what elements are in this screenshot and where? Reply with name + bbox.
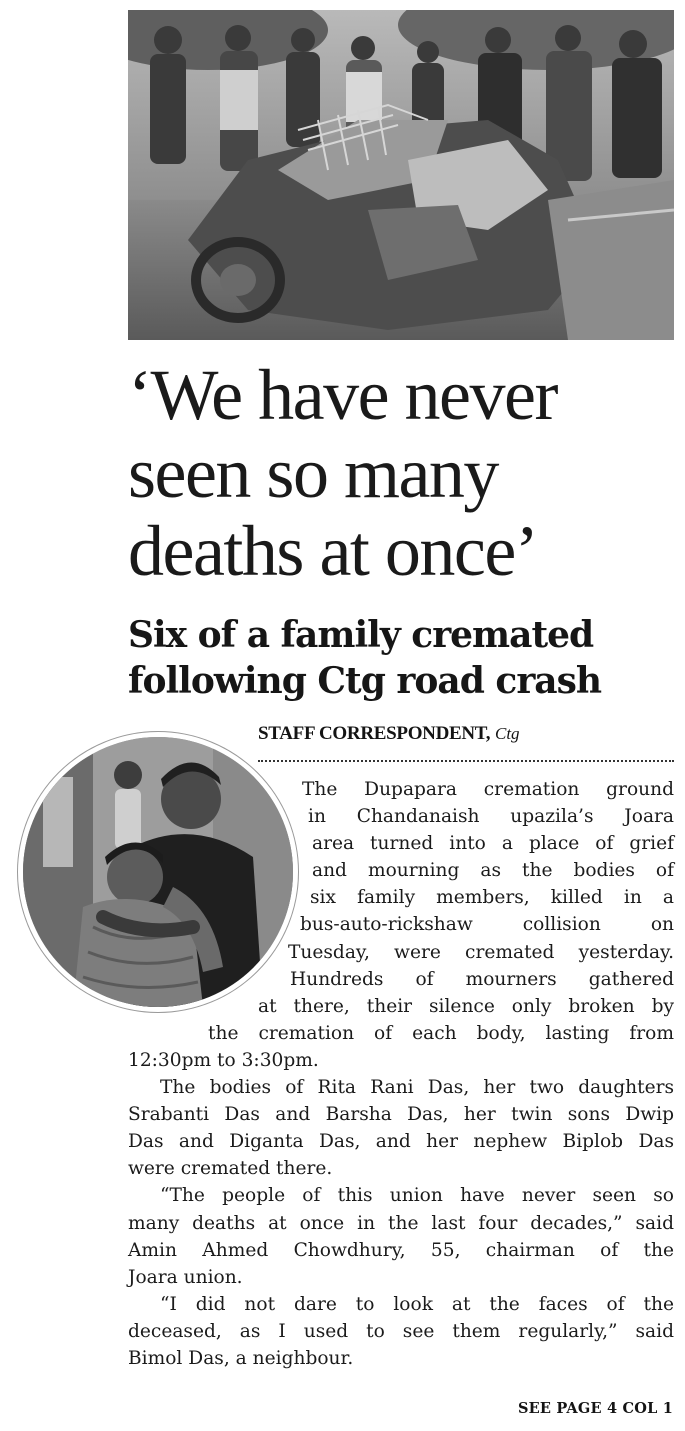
byline-name: STAFF CORRESPONDENT, (258, 723, 491, 744)
subheadline-line: following Ctg road crash (128, 660, 602, 702)
headline-line: ‘We have never (128, 355, 557, 435)
byline-divider (258, 760, 674, 762)
byline-place: Ctg (494, 724, 520, 743)
article-line: Das and Diganta Das, and her nephew Biplob Das (128, 1131, 674, 1153)
article-line: bus-auto-rickshaw collision on (300, 914, 674, 936)
subheadline-line: Six of a family cremated (128, 614, 594, 656)
article-line: Bimol Das, a neighbour. (128, 1347, 354, 1369)
article-line: at there, their silence only broken by (258, 995, 674, 1017)
article-line: Amin Ahmed Chowdhury, 55, chairman of the (128, 1239, 674, 1261)
continued-jump-line: SEE PAGE 4 COL 1 (517, 1400, 673, 1417)
article-line: the cremation of each body, lasting from (208, 1022, 674, 1044)
article-line: were cremated there. (128, 1158, 333, 1180)
headline-line: deaths at once’ (128, 511, 538, 591)
article-line: Hundreds of mourners gathered (290, 968, 674, 990)
crash-wreckage-photo (128, 10, 674, 340)
headline (128, 356, 678, 590)
article-line: The bodies of Rita Rani Das, her two daughters (160, 1077, 674, 1099)
article-line: “The people of this union have never seen so (160, 1185, 674, 1207)
article-line: Joara union. (128, 1266, 243, 1288)
article-line: “I did not dare to look at the faces of the (160, 1293, 674, 1315)
article-line: area turned into a place of grief (312, 833, 674, 855)
headline-line: seen so many (128, 433, 498, 513)
article-line: Tuesday, were cremated yesterday. (288, 941, 674, 963)
article-line: The Dupapara cremation ground (302, 779, 674, 800)
article-line: many deaths at once in the last four decades,” said (128, 1212, 674, 1234)
article-line: deceased, as I used to see them regularly,” said (128, 1320, 674, 1342)
article-line: in Chandanaish upazila’s Joara (308, 806, 674, 828)
article-line: and mourning as the bodies of (312, 860, 674, 882)
subheadline (128, 612, 680, 704)
article-line: 12:30pm to 3:30pm. (128, 1049, 319, 1071)
article-line: six family members, killed in a (310, 887, 674, 909)
article-line: Srabanti Das and Barsha Das, her twin sons Dwip (128, 1104, 674, 1126)
byline (258, 722, 520, 746)
article-body (128, 776, 674, 1372)
